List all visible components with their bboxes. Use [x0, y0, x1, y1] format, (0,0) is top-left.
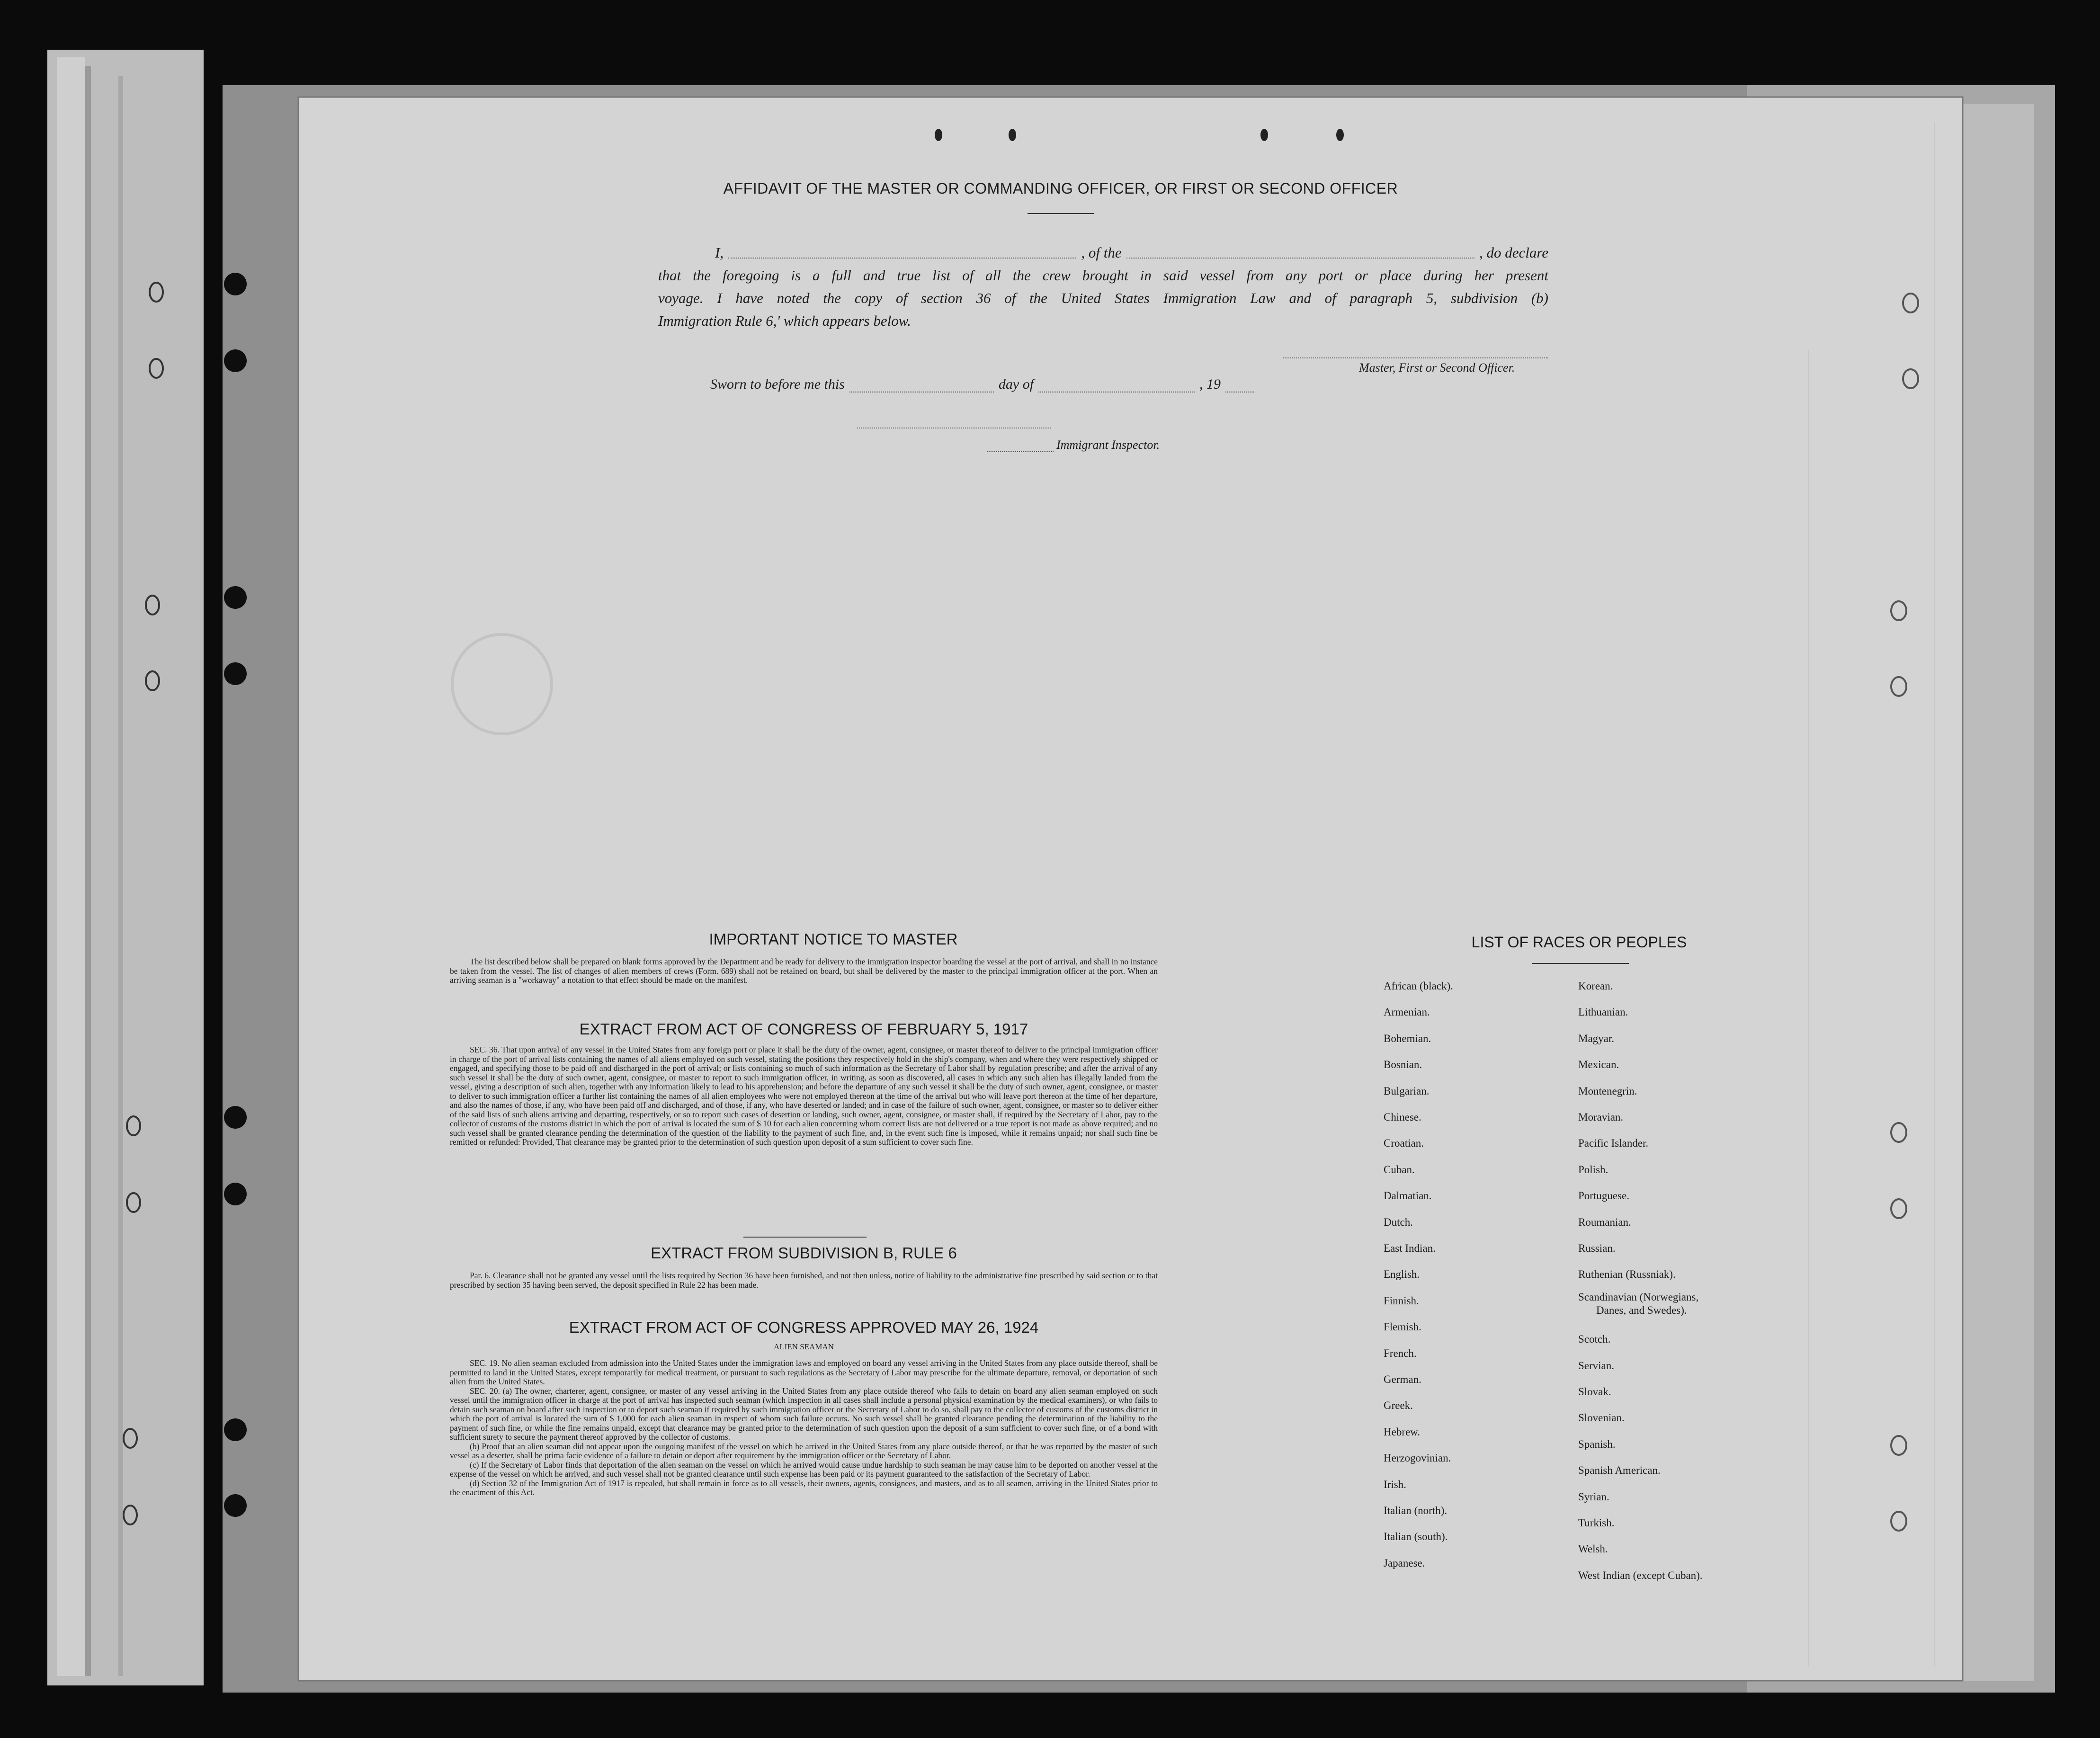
master-signature-field[interactable] — [1283, 357, 1548, 358]
race-item: Polish. — [1578, 1163, 1609, 1176]
race-item: Chinese. — [1384, 1111, 1421, 1123]
sec20d-paragraph: (d) Section 32 of the Immigration Act of 1917 is repealed, but shall remain in force as to all vessels, their owners, agents, consignees, and masters, and as to all seamen, arriving in the United States prior to the enactment of this Act. — [450, 1478, 1158, 1497]
extract-1924-title: EXTRACT FROM ACT OF CONGRESS APPROVED MAY 26, 1924 — [569, 1319, 1039, 1336]
sec36-paragraph: SEC. 36. That upon arrival of any vessel in the United States from any foreign port or place it shall be the duty of the owner, agent, consignee, or master thereof to deliver to the principal immigration officer in charge of the port of arrival lists containing the names of all aliens employed on such vessel, stating the positions they respectively hold in the ship's company, when and where they were respectively shipped or engaged, and specifying those to be paid off and discharged in the port of arrival; or lists containing so much of such information as the Secretary of Labor shall by regulation prescribe; and after the arrival of any such vessel it shall be the duty of such owner, agent, consignee, or master to report to such immigration officer, in writing, as soon as discovered, all cases in which any such alien has illegally landed from the vessel, giving a description of such alien, together with any information likely to lead to his apprehension; and before the departure of any such vessel it shall be the duty of such owner, agent, consignee, or master to deliver to such immigration officer a further list containing the names of all alien employees who were not employed thereon at the time of the arrival but who will leave port thereon at the time of her departure, and also the names of those, if any, who have been paid off and discharged, and of those, if any, who have deserted or landed; and in case of the failure of such owner, agent, consignee, or master so to deliver either of the said lists of such aliens arriving and departing, respectively, or so to report such cases of desertion or landing, such owner, agent, consignee, or master shall, if required by the Secretary of Labor, pay to the collector of customs of the customs district in which the port of arrival is located the sum of $ 10 for each alien concerning whom correct lists are not delivered or a true report is not made as above required; and no such vessel shall be granted clearance pending the determination of the question of the liability to the payment of such fine, and, in the event such fine is imposed, while it remains unpaid; nor shall such fine be remitted or refunded: Provided, That clearance may be granted prior to the determination of such question upon deposit of a sum sufficient to cover such fine. — [450, 1045, 1158, 1147]
race-item: Pacific Islander. — [1578, 1137, 1649, 1150]
race-item-continuation: Danes, and Swedes). — [1596, 1304, 1687, 1316]
race-item: Flemish. — [1384, 1321, 1421, 1333]
race-item: Montenegrin. — [1578, 1085, 1637, 1097]
affidavit-line-1 — [658, 241, 1548, 264]
affidavit-line-3: voyage. I have noted the copy of section 36 of the United States Immigration Law and of paragraph 5, subdivision (b) — [658, 290, 1548, 306]
affidavit-line-2: that the foregoing is a full and true list of all the crew brought in said vessel from any port or place during her present — [658, 267, 1548, 284]
race-item: African (black). — [1384, 980, 1453, 992]
race-item: Italian (north). — [1384, 1505, 1448, 1516]
officer-name-field[interactable] — [728, 241, 1076, 258]
binding-hole — [224, 1418, 247, 1441]
race-item: Herzogovinian. — [1384, 1452, 1451, 1464]
race-item: West Indian (except Cuban). — [1578, 1569, 1703, 1581]
race-item: Bosnian. — [1384, 1059, 1422, 1071]
affidavit-body — [658, 241, 1548, 332]
race-item: Armenian. — [1384, 1006, 1430, 1018]
binding-hole — [224, 1183, 247, 1205]
day-of-text: day of — [998, 376, 1034, 392]
race-item: Turkish. — [1578, 1517, 1615, 1529]
sworn-month-field[interactable] — [1038, 383, 1195, 392]
affidavit-of-the: , of the — [1081, 244, 1122, 261]
sec20b-paragraph: (b) Proof that an alien seaman did not appear upon the outgoing manifest of the vessel on which he arrived in the United States from any place outside thereof, or that he was reported by the master of such vessel as a deserter, shall be prima facie evidence of a failure to detain or deport after requirement by the immigration officer or the Secretary of Labor. — [450, 1441, 1158, 1460]
notice-title: IMPORTANT NOTICE TO MASTER — [709, 930, 958, 948]
sworn-line — [710, 376, 1254, 392]
sworn-day-field[interactable] — [849, 383, 994, 392]
sworn-year-field[interactable] — [1225, 383, 1254, 392]
vessel-name-field[interactable] — [1126, 241, 1474, 258]
race-item: Portuguese. — [1578, 1190, 1629, 1202]
extract-1924-text — [450, 1359, 1158, 1497]
sec19-paragraph: SEC. 19. No alien seaman excluded from admission into the United States under the immigration laws and employed on board any vessel arriving in the United States from any place outside thereof, shall be permitted to land in the United States, except temporarily for medical treatment, or pursuant to such regulations as the Secretary of Labor may prescribe for the ultimate departure, removal, or deportation of such alien from the United States. — [450, 1358, 1158, 1386]
races-divider — [1532, 963, 1629, 964]
race-item: Scandinavian (Norwegians, — [1578, 1291, 1699, 1303]
race-item: Japanese. — [1384, 1557, 1425, 1569]
race-item: Dalmatian. — [1384, 1190, 1432, 1202]
race-item: Lithuanian. — [1578, 1006, 1628, 1018]
race-item: Mexican. — [1578, 1059, 1619, 1071]
race-item: Roumanian. — [1578, 1216, 1631, 1228]
race-item: Finnish. — [1384, 1294, 1419, 1307]
race-item: Welsh. — [1578, 1543, 1608, 1555]
section-divider — [743, 1237, 867, 1238]
inspector-leader-dots — [987, 443, 1054, 452]
sworn-text: Sworn to before me this — [710, 376, 845, 392]
affidavit-line-4: Immigration Rule 6,' which appears below. — [658, 312, 911, 329]
binding-hole — [224, 1106, 247, 1129]
inspector-caption: Immigrant Inspector. — [1056, 438, 1160, 452]
race-item: Italian (south). — [1384, 1531, 1448, 1543]
binding-hole — [224, 662, 247, 685]
race-item: French. — [1384, 1347, 1417, 1359]
race-item: Slovak. — [1578, 1386, 1611, 1398]
race-item: Greek. — [1384, 1399, 1413, 1412]
race-item: Bulgarian. — [1384, 1085, 1430, 1097]
notice-paragraph: The list described below shall be prepared on blank forms approved by the Department and be ready for delivery to the immigration inspector boarding the vessel at the port of arrival, and shall in no instance be taken from the vessel. The list of changes of alien members of crews (Form. 689) shall not be retained on board, but shall be delivered by the master to the principal immigration officer at the port. When an arriving seaman is a "workaway" a notation to that effect should be made on the manifest. — [450, 957, 1158, 985]
extract-rule6-title: EXTRACT FROM SUBDIVISION B, RULE 6 — [651, 1244, 957, 1262]
race-item: Ruthenian (Russniak). — [1578, 1268, 1676, 1281]
sec20c-paragraph: (c) If the Secretary of Labor finds that deportation of the alien seaman on the vessel on which he arrived would cause undue hardship to such seaman he may cause him to be deported on another vessel at the expense of the vessel on which he arrived, and such vessel shall not be granted clearance until such expense has been paid or its payment guaranteed to the satisfaction of the Secretary of Labor. — [450, 1460, 1158, 1479]
master-signature-caption: Master, First or Second Officer. — [1359, 361, 1515, 374]
year-text: , 19 — [1199, 376, 1221, 392]
race-item: Dutch. — [1384, 1216, 1413, 1228]
race-item: German. — [1384, 1373, 1421, 1385]
race-item: English. — [1384, 1268, 1420, 1281]
race-item: Irish. — [1384, 1478, 1406, 1490]
race-item: Slovenian. — [1578, 1412, 1625, 1424]
binding-hole — [224, 273, 247, 295]
par6-paragraph: Par. 6. Clearance shall not be granted any vessel until the lists required by Section 36 have been furnished, and not then unless, notice of liability to the administrative fine prescribed by said section or to that prescribed by section 35 having been served, the deposit specified in Rule 22 has been made. — [450, 1271, 1158, 1290]
extract-rule6-text — [450, 1271, 1158, 1290]
race-item: Cuban. — [1384, 1163, 1415, 1176]
race-item: Bohemian. — [1384, 1032, 1431, 1044]
inspector-caption-line — [987, 438, 1160, 452]
affidavit-title: AFFIDAVIT OF THE MASTER OR COMMANDING OFFICER, OR FIRST OR SECOND OFFICER — [723, 180, 1398, 197]
race-item: Magyar. — [1578, 1032, 1615, 1044]
extract-1917-text — [450, 1045, 1158, 1147]
race-item: Moravian. — [1578, 1111, 1624, 1123]
race-item: Croatian. — [1384, 1137, 1424, 1150]
extract-1917-title: EXTRACT FROM ACT OF CONGRESS OF FEBRUARY 5, 1917 — [579, 1020, 1028, 1038]
race-item: Korean. — [1578, 980, 1613, 992]
binding-hole — [224, 586, 247, 609]
notice-text — [450, 957, 1158, 985]
race-item: Syrian. — [1578, 1490, 1609, 1503]
extract-1924-subtitle: ALIEN SEAMAN — [773, 1342, 834, 1351]
race-item: Russian. — [1578, 1242, 1616, 1254]
race-item: Servian. — [1578, 1359, 1615, 1372]
race-item: East Indian. — [1384, 1242, 1436, 1254]
affidavit-divider — [1028, 213, 1094, 214]
affidavit-i: I, — [715, 244, 724, 261]
race-item: Scotch. — [1578, 1333, 1611, 1346]
sec20a-paragraph: SEC. 20. (a) The owner, charterer, agent, consignee, or master of any vessel arriving in the United States from any place outside thereof who fails to detain on board any alien seaman employed on such vessel until the immigration officer in charge at the port of arrival has inspected such seaman (which inspection in all cases shall include a personal physical examination by the medical examiners), or who fails to detain such seaman on board after such inspection or to deport such seaman if required by such immigration officer or the Secretary of Labor to do so, shall pay to the collector of customs of the customs district in which the port of arrival is located the sum of $ 1,000 for each alien seaman in respect of whom such failure occurs. No such vessel shall be granted clearance pending the determination of the liability to the payment of such fine, or while the fine remains unpaid, except that clearance may be granted prior to the determination of such question upon the deposit of a sum sufficient to cover such fine, or of a bond with sufficient surety to secure the payment thereof approved by the collector of customs. — [450, 1386, 1158, 1442]
race-item: Spanish American. — [1578, 1464, 1661, 1477]
binding-hole — [224, 1494, 247, 1517]
races-title: LIST OF RACES OR PEOPLES — [1471, 934, 1687, 951]
affidavit-do-declare: , do declare — [1479, 244, 1549, 261]
race-item: Spanish. — [1578, 1438, 1616, 1450]
binding-hole — [224, 349, 247, 372]
race-item: Hebrew. — [1384, 1426, 1421, 1438]
